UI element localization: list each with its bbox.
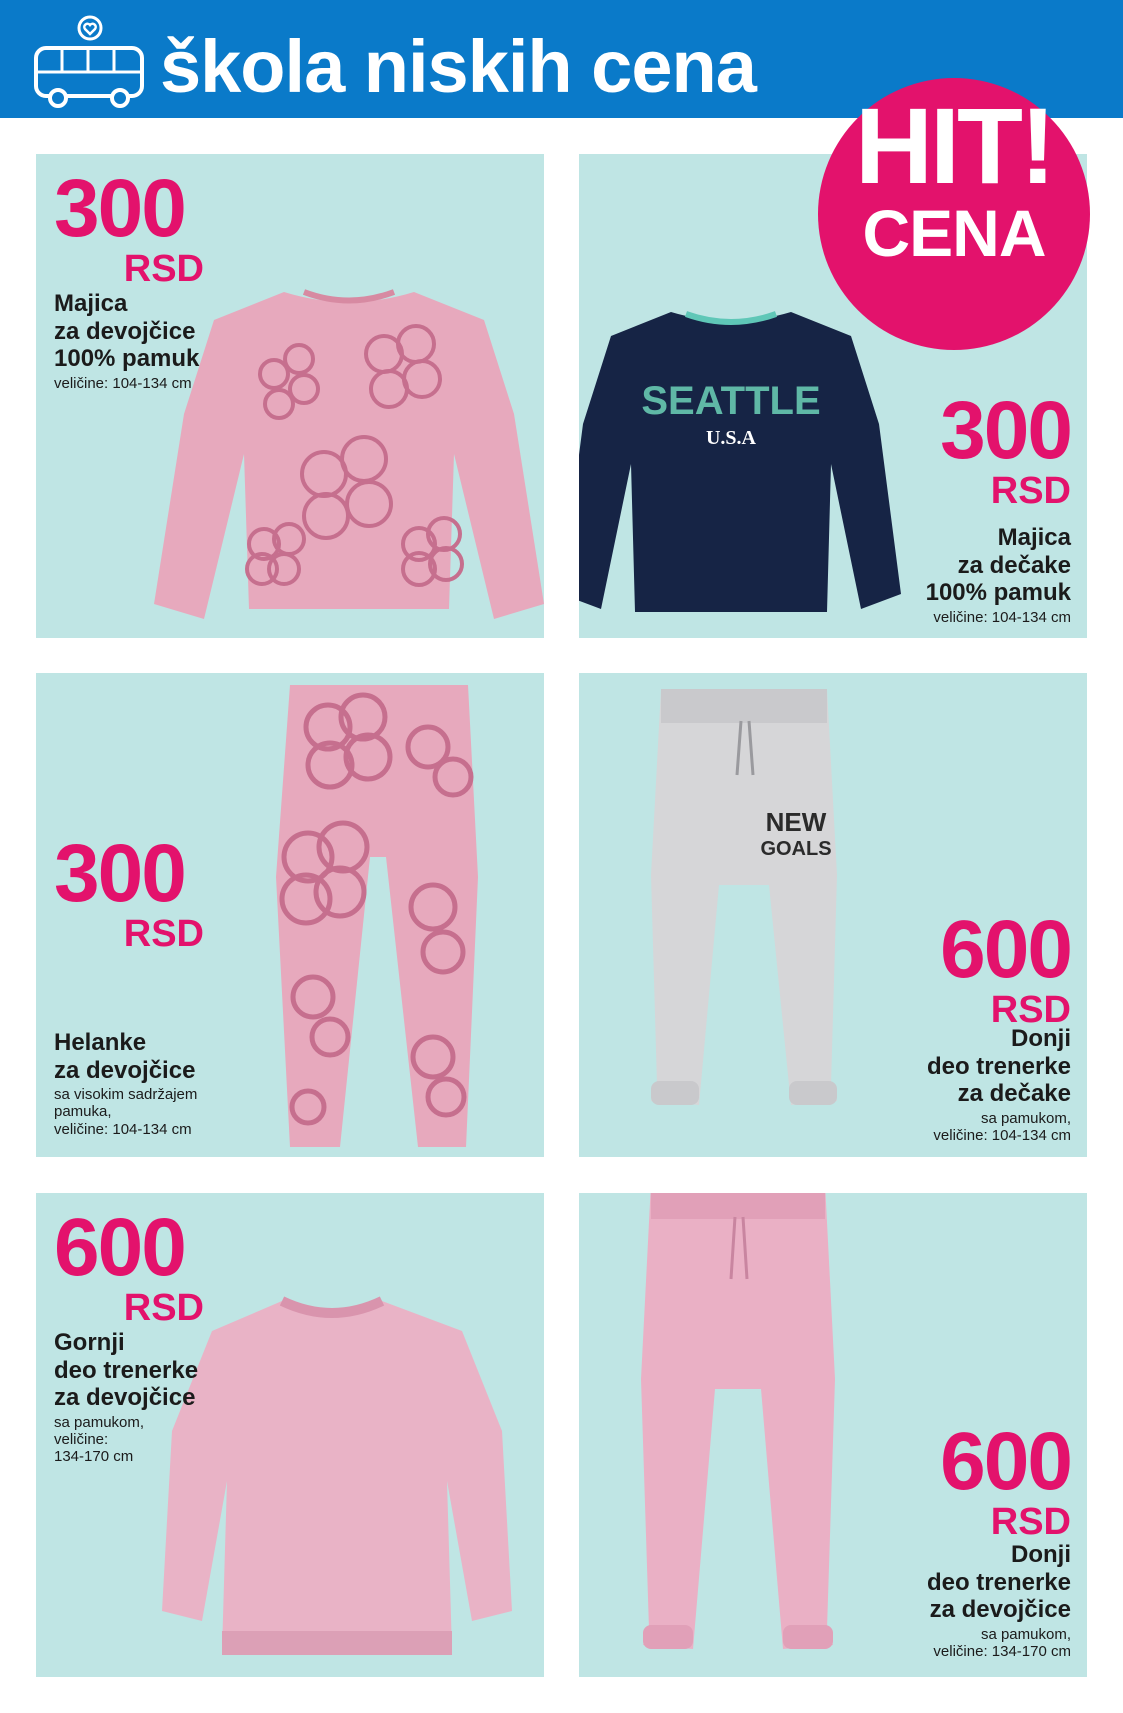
page-title: škola niskih cena [160,25,756,108]
price-currency: RSD [123,248,204,290]
product-price [909,385,1071,512]
badge-line1: HIT! [855,85,1053,206]
navy-seattle-longsleeve-image [579,294,901,634]
price-value: 300 [54,163,185,254]
product-card-girls-leggings [36,673,544,1157]
price-currency: RSD [990,1501,1071,1543]
product-info: sa pamukom, veličine: 104-134 cm [933,1109,1071,1145]
product-name: Helanke za devojčice [54,1029,196,1084]
product-name: Gornji deo trenerke za devojčice [54,1329,199,1412]
product-info: sa pamukom, veličine: 134-170 cm [933,1625,1071,1661]
product-info: sa pamukom, veličine: 134-170 cm [54,1413,145,1466]
grey-joggers-image [641,685,847,1125]
product-label [54,1329,254,1466]
product-price [54,828,204,955]
price-currency: RSD [990,470,1071,512]
shirt-print-line2: U.S.A [705,427,757,449]
product-card-girls-shirt [36,154,544,638]
product-price [54,1202,204,1329]
price-currency: RSD [123,913,204,955]
product-card-girls-sweatshirt [36,1193,544,1677]
pink-joggers-image [631,1193,845,1669]
hit-price-badge [818,78,1090,350]
product-card-girls-joggers [579,1193,1087,1677]
product-price [54,163,204,290]
product-info: veličine: 104-134 cm [933,608,1071,626]
price-value: 600 [940,1416,1071,1507]
price-value: 300 [940,385,1071,476]
product-price [909,1416,1071,1543]
product-label [861,1541,1071,1660]
joggers-print-line2: GOALS [760,838,832,860]
product-price [909,904,1071,1031]
shirt-print-line1: SEATTLE [641,379,821,423]
price-value: 600 [940,904,1071,995]
badge-line2: CENA [862,196,1046,270]
product-card-boys-joggers [579,673,1087,1157]
product-name: Majica za dečake 100% pamuk [925,524,1071,607]
product-name: Donji deo trenerke za devojčice [926,1541,1071,1624]
product-info: veličine: 104-134 cm [54,374,192,392]
joggers-print-line1: NEW [765,807,827,837]
bus-heart-icon [32,14,148,112]
product-name: Donji deo trenerke za dečake [926,1025,1071,1108]
product-info: sa visokim sadržajem pamuka, veličine: 104-134 cm [54,1086,198,1138]
product-label [54,290,254,392]
product-label [861,1025,1071,1144]
price-value: 300 [54,828,185,919]
pink-flower-leggings-image [268,677,488,1151]
price-currency: RSD [990,989,1071,1031]
product-label [54,1029,264,1138]
product-name: Majica za devojčice 100% pamuk [54,290,200,373]
product-label [861,524,1071,626]
price-currency: RSD [123,1287,204,1329]
price-value: 600 [54,1202,185,1293]
